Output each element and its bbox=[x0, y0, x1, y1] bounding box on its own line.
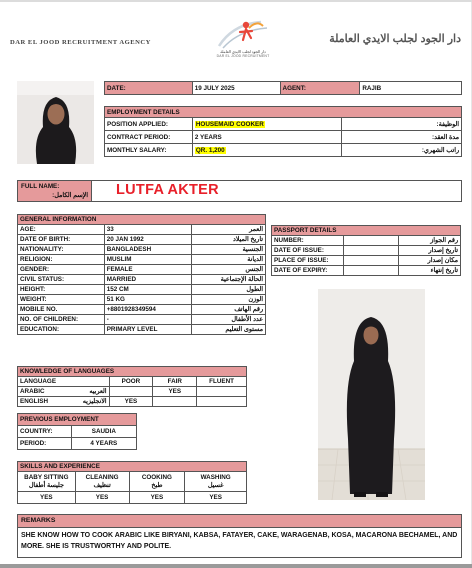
skill-cleaning-ar: تنظيف bbox=[93, 481, 111, 489]
position-cell bbox=[192, 118, 342, 131]
skill-baby-sitting-header bbox=[18, 472, 76, 492]
salary-label-ar: راتب الشهري: bbox=[342, 144, 462, 157]
position-value: HOUSEMAID COOKER bbox=[195, 120, 264, 128]
weight-label: WEIGHT: bbox=[18, 295, 105, 305]
nationality-value: BANGLADESH bbox=[104, 245, 192, 255]
skill-cleaning-value: YES bbox=[75, 492, 129, 504]
religion-label: RELIGION: bbox=[18, 255, 105, 265]
height-label: HEIGHT: bbox=[18, 285, 105, 295]
previous-employment-table bbox=[17, 413, 137, 450]
salary-label: MONTHLY SALARY: bbox=[105, 144, 193, 157]
skill-cleaning-header bbox=[75, 472, 129, 492]
english-language-name-ar: الانجليزيه bbox=[82, 398, 107, 405]
date-value: 19 JULY 2025 bbox=[192, 82, 280, 95]
expiry-date-label: DATE OF EXPIRY: bbox=[272, 266, 344, 276]
language-header: LANGUAGE bbox=[18, 377, 110, 387]
skill-baby-sitting-ar: جليسة أطفال bbox=[28, 481, 64, 489]
skill-washing-header bbox=[185, 472, 247, 492]
education-value: PRIMARY LEVEL bbox=[104, 325, 192, 335]
arabic-fair: YES bbox=[153, 387, 197, 397]
arabic-poor bbox=[109, 387, 153, 397]
skill-washing-ar: غسيل bbox=[207, 481, 224, 489]
skill-baby-sitting-value: YES bbox=[18, 492, 76, 504]
mobile-label-ar: رقم الهاتف bbox=[192, 305, 266, 315]
employment-details-table bbox=[104, 106, 462, 157]
age-value: 33 bbox=[104, 225, 192, 235]
height-value: 152 CM bbox=[104, 285, 192, 295]
remarks-title: REMARKS bbox=[17, 514, 462, 528]
age-label: AGE: bbox=[18, 225, 105, 235]
languages-title: KNOWLEDGE OF LANGUAGES bbox=[18, 367, 247, 377]
full-name-label bbox=[18, 181, 92, 201]
expiry-date-label-ar: تاريخ إنتهاء bbox=[399, 266, 461, 276]
english-language-cell bbox=[18, 397, 110, 407]
contract-label: CONTRACT PERIOD: bbox=[105, 131, 193, 144]
passport-details-table bbox=[271, 225, 461, 276]
religion-label-ar: الديانة bbox=[192, 255, 266, 265]
dob-value: 20 JAN 1992 bbox=[104, 235, 192, 245]
general-information-table bbox=[17, 214, 266, 335]
issue-date-label: DATE OF ISSUE: bbox=[272, 246, 344, 256]
height-label-ar: الطول bbox=[192, 285, 266, 295]
arabic-language-name: ARABIC bbox=[20, 388, 45, 395]
skill-cleaning-en: CLEANING bbox=[85, 473, 119, 481]
agency-name-english: DAR EL JOOD RECRUITMENT AGENCY bbox=[10, 39, 151, 46]
issue-place-label-ar: مكان إصدار bbox=[399, 256, 461, 266]
country-value: SAUDIA bbox=[71, 426, 136, 438]
skill-washing-en: WASHING bbox=[200, 473, 231, 481]
gender-label-ar: الجنس bbox=[192, 265, 266, 275]
weight-label-ar: الوزن bbox=[192, 295, 266, 305]
passport-number-label-ar: رقم الجواز bbox=[399, 236, 461, 246]
fluent-header: FLUENT bbox=[197, 377, 247, 387]
english-poor: YES bbox=[109, 397, 153, 407]
skill-baby-sitting-en: BABY SITTING bbox=[24, 473, 69, 481]
full-name-label-en: FULL NAME: bbox=[21, 183, 60, 190]
passport-title: PASSPORT DETAILS bbox=[272, 226, 461, 236]
dob-label: DATE OF BIRTH: bbox=[18, 235, 105, 245]
issue-date-label-ar: تاريخ إصدار bbox=[399, 246, 461, 256]
country-label: COUNTRY: bbox=[18, 426, 72, 438]
civil-status-label: CIVIL STATUS: bbox=[18, 275, 105, 285]
gender-label: GENDER: bbox=[18, 265, 105, 275]
english-language-name: ENGLISH bbox=[20, 398, 48, 405]
weight-value: 51 KG bbox=[104, 295, 192, 305]
position-label: POSITION APPLIED: bbox=[105, 118, 193, 131]
skill-cooking-ar: طبخ bbox=[151, 481, 163, 489]
period-value: 4 YEARS bbox=[71, 438, 136, 450]
full-name-value: LUTFA AKTER bbox=[116, 182, 219, 198]
person-full-body-icon bbox=[318, 289, 425, 500]
top-info-table bbox=[104, 81, 462, 95]
issue-date-value bbox=[343, 246, 398, 256]
skill-cooking-en: COOKING bbox=[141, 473, 172, 481]
skill-washing-value: YES bbox=[185, 492, 247, 504]
full-name-label-ar: الإسم الكامل: bbox=[52, 192, 88, 199]
previous-title: PREVIOUS EMPLOYMENT bbox=[18, 414, 137, 426]
education-label-ar: مستوى التعليم bbox=[192, 325, 266, 335]
agency-logo bbox=[213, 16, 273, 62]
logo-figure-icon bbox=[213, 16, 273, 50]
mobile-label: MOBILE NO. bbox=[18, 305, 105, 315]
bottom-border bbox=[0, 564, 472, 568]
logo-arabic-text: دار الجود لجلب الايدي العاملة bbox=[220, 50, 266, 54]
person-portrait-icon bbox=[17, 81, 94, 164]
portrait-photo bbox=[17, 81, 94, 164]
arabic-fluent bbox=[197, 387, 247, 397]
poor-header: POOR bbox=[109, 377, 153, 387]
dob-label-ar: تاريخ الميلاد bbox=[192, 235, 266, 245]
arabic-language-name-ar: العربيه bbox=[89, 388, 107, 395]
skills-title: SKILLS AND EXPERIENCE bbox=[18, 462, 247, 472]
passport-number-label: NUMBER: bbox=[272, 236, 344, 246]
logo-english-text: DAR EL JOOD RECRUITMENT bbox=[216, 54, 270, 58]
passport-number-value bbox=[343, 236, 398, 246]
date-label: DATE: bbox=[105, 82, 193, 95]
children-value: - bbox=[104, 315, 192, 325]
children-label: NO. OF CHILDREN: bbox=[18, 315, 105, 325]
remarks-text: SHE KNOW HOW TO COOK ARABIC LIKE BIRYANI, KABSA, FATAYER, CAKE, WARAGENAB, KOSA, MACARONA BECHAMEL, AND MORE. SHE IS TRUSTWORTHY AND POLITE. bbox=[17, 527, 462, 558]
age-label-ar: العمر bbox=[192, 225, 266, 235]
agency-name-arabic: دار الجود لجلب الايدي العاملة bbox=[329, 33, 461, 45]
nationality-label: NATIONALITY: bbox=[18, 245, 105, 255]
contract-value: 2 YEARS bbox=[192, 131, 342, 144]
religion-value: MUSLIM bbox=[104, 255, 192, 265]
salary-cell bbox=[192, 144, 342, 157]
skills-table bbox=[17, 461, 247, 504]
issue-place-label: PLACE OF ISSUE: bbox=[272, 256, 344, 266]
fair-header: FAIR bbox=[153, 377, 197, 387]
agent-value: RAJIB bbox=[360, 82, 462, 95]
salary-value: QR. 1,200 bbox=[195, 146, 225, 154]
expiry-date-value bbox=[343, 266, 398, 276]
agent-label: AGENT: bbox=[280, 82, 360, 95]
civil-status-label-ar: الحالة الإجتماعية bbox=[192, 275, 266, 285]
languages-table bbox=[17, 366, 247, 407]
civil-status-value: MARRIED bbox=[104, 275, 192, 285]
mobile-value: +8801928349594 bbox=[104, 305, 192, 315]
education-label: EDUCATION: bbox=[18, 325, 105, 335]
arabic-language-cell bbox=[18, 387, 110, 397]
skill-cooking-value: YES bbox=[129, 492, 185, 504]
employment-title: EMPLOYMENT DETAILS bbox=[105, 107, 462, 118]
contract-label-ar: مدة العقد: bbox=[342, 131, 462, 144]
gender-value: FEMALE bbox=[104, 265, 192, 275]
full-body-photo bbox=[318, 289, 425, 500]
skill-cooking-header bbox=[129, 472, 185, 492]
position-label-ar: الوظيفة: bbox=[342, 118, 462, 131]
nationality-label-ar: الجنسية bbox=[192, 245, 266, 255]
general-title: GENERAL INFORMATION bbox=[18, 215, 266, 225]
period-label: PERIOD: bbox=[18, 438, 72, 450]
children-label-ar: عدد الأطفال bbox=[192, 315, 266, 325]
top-border bbox=[0, 0, 472, 2]
english-fair bbox=[153, 397, 197, 407]
issue-place-value bbox=[343, 256, 398, 266]
english-fluent bbox=[197, 397, 247, 407]
